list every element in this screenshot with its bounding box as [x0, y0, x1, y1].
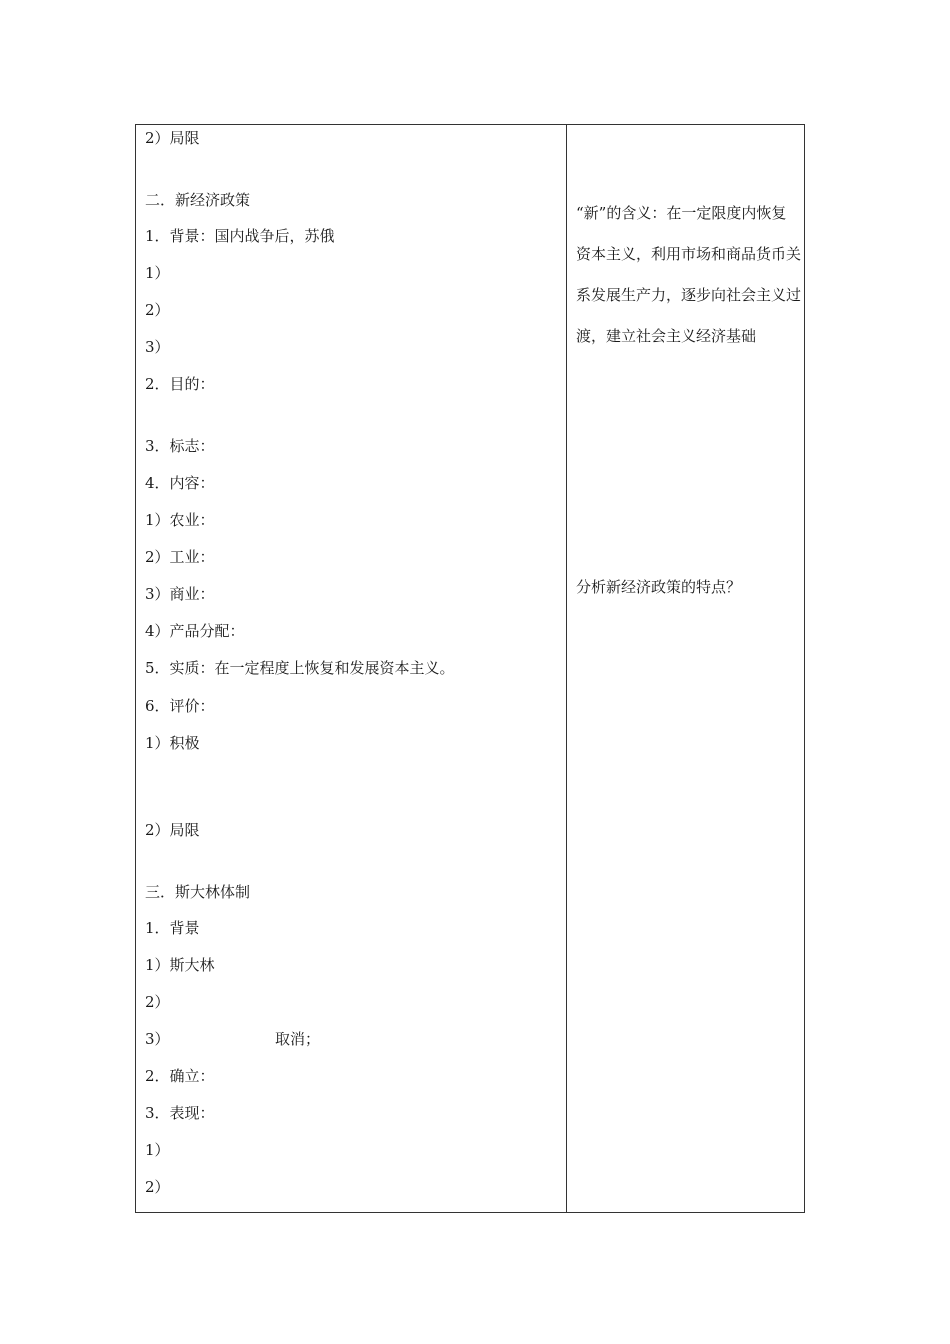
text-line: 3）商业：	[145, 585, 215, 603]
text-line: 2）局限	[145, 129, 200, 147]
text-line: 取消；	[275, 1030, 321, 1048]
text-line: 2）	[145, 1178, 170, 1196]
teaching-note: “新”的含义：在一定限度内恢复资本主义，利用市场和商品货币关系发展生产力，逐步向社会主义过渡，建立社会主义经济基础	[576, 204, 802, 345]
text-line: 3）	[145, 1030, 170, 1048]
text-line: 3．标志：	[145, 437, 215, 455]
text-line: 2．目的：	[145, 375, 215, 393]
text-line: 3）	[145, 338, 170, 356]
text-line: 2）	[145, 301, 170, 319]
text-line: 1）斯大林	[145, 956, 215, 974]
text-line: 1）	[145, 1141, 170, 1159]
text-line: 5．实质：在一定程度上恢复和发展资本主义。	[145, 659, 455, 677]
text-line: 2）	[145, 993, 170, 1011]
text-line: 6．评价：	[145, 697, 215, 715]
text-line: 1．背景	[145, 919, 200, 937]
section-heading: 二．新经济政策	[145, 191, 251, 209]
text-line: 2）局限	[145, 821, 200, 839]
discussion-question: 分析新经济政策的特点？	[576, 578, 742, 596]
text-line: 1．背景：国内战争后，苏俄	[145, 227, 335, 245]
text-line: 3．表现：	[145, 1104, 215, 1122]
text-line: 1）积极	[145, 734, 200, 752]
column-divider	[566, 125, 567, 1212]
text-line: 1）农业：	[145, 511, 215, 529]
section-heading: 三．斯大林体制	[145, 883, 251, 901]
lesson-table	[135, 124, 805, 1213]
text-line: 4．内容：	[145, 474, 215, 492]
text-line: 2）工业：	[145, 548, 215, 566]
text-line: 2．确立：	[145, 1067, 215, 1085]
text-line: 4）产品分配：	[145, 622, 245, 640]
text-line: 1）	[145, 264, 170, 282]
